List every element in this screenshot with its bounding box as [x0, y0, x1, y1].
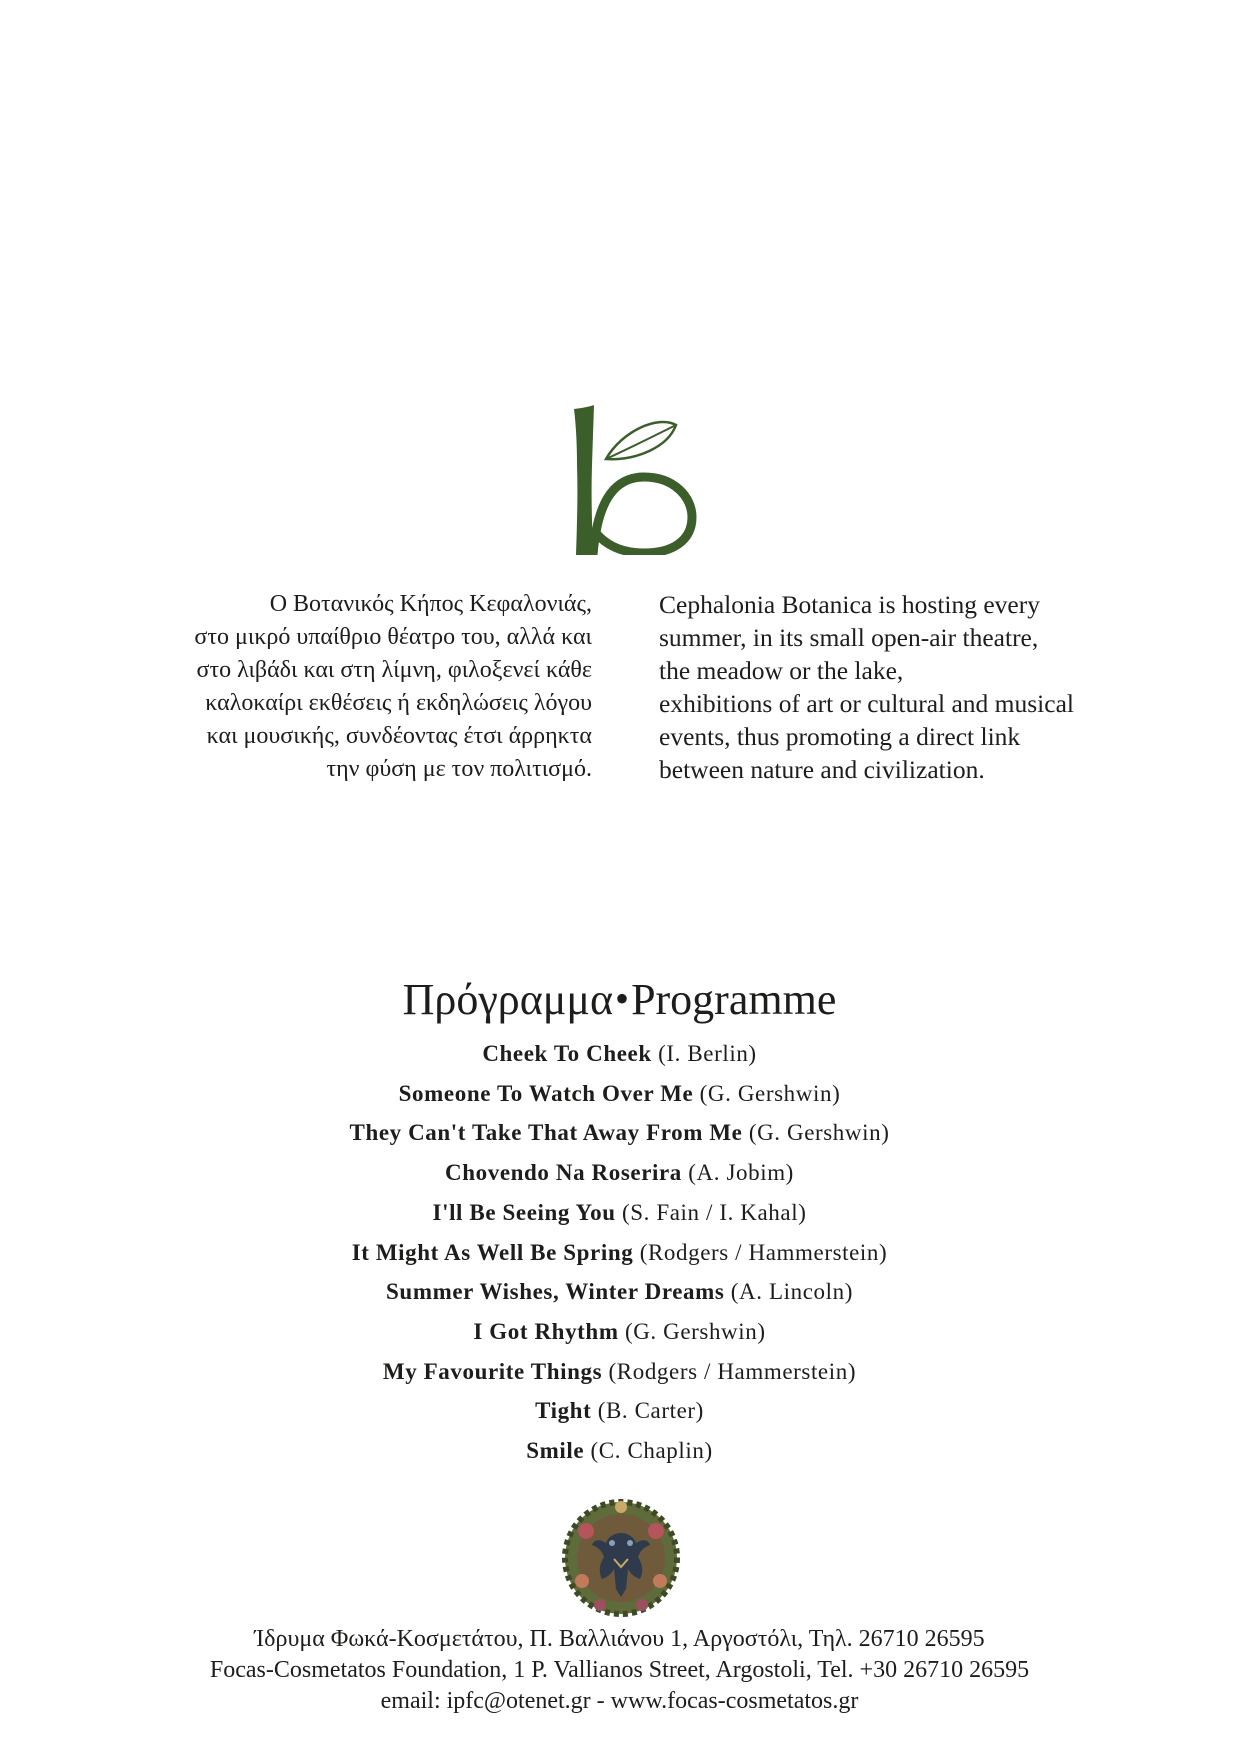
- intro-greek-line: στο λιβάδι και στη λίμνη, φιλοξενεί κάθε: [196, 657, 592, 683]
- intro-english-line: exhibitions of art or cultural and musical: [659, 689, 1074, 718]
- song-title: It Might As Well Be Spring: [351, 1239, 634, 1265]
- programme-item: [0, 1193, 1239, 1233]
- title-separator: •: [615, 976, 630, 1021]
- song-title: Chovendo Na Roserira: [445, 1160, 682, 1186]
- intro-greek-line: Ο Βοτανικός Κήπος Κεφαλονιάς,: [269, 591, 592, 617]
- song-title: They Can't Take That Away From Me: [349, 1120, 743, 1146]
- botanica-logo-icon: [572, 405, 702, 555]
- song-composer: (C. Chaplin): [590, 1438, 713, 1464]
- programme-item: [0, 1352, 1239, 1392]
- song-composer: (G. Gershwin): [748, 1120, 890, 1146]
- intro-greek: [100, 588, 592, 786]
- footer-contact: email: ipfc@otenet.gr - www.focas-cosmetatos.gr: [380, 1688, 859, 1714]
- song-composer: (S. Fain / I. Kahal): [622, 1199, 807, 1225]
- footer-address-greek: Ίδρυμα Φωκά-Κοσμετάτου, Π. Βαλλιάνου 1, Αργοστόλι, Τηλ. 26710 26595: [254, 1626, 985, 1652]
- programme-item: [0, 1431, 1239, 1471]
- intro-greek-line: καλοκαίρι εκθέσεις ή εκδηλώσεις λόγου: [205, 690, 592, 716]
- footer-address-english: Focas-Cosmetatos Foundation, 1 P. Vallianos Street, Argostoli, Tel. +30 26710 26595: [209, 1657, 1030, 1683]
- botanica-logo-svg: [572, 405, 702, 555]
- programme-item: [0, 1113, 1239, 1153]
- song-title: Summer Wishes, Winter Dreams: [386, 1279, 725, 1305]
- intro-english-line: between nature and civilization.: [659, 755, 985, 784]
- intro-english-line: events, thus promoting a direct link: [659, 722, 1021, 751]
- programme-title-english: Programme: [631, 975, 837, 1024]
- programme-item: [0, 1391, 1239, 1431]
- programme-item: [0, 1074, 1239, 1114]
- footer: [0, 1624, 1239, 1717]
- intro-greek-line: και μουσικής, συνδέοντας έτσι άρρηκτα: [206, 723, 592, 749]
- song-title: Tight: [535, 1398, 592, 1424]
- programme-title-greek: Πρόγραμμα: [402, 975, 614, 1024]
- song-title: Cheek To Cheek: [482, 1041, 652, 1066]
- intro-english-line: the meadow or the lake,: [659, 656, 904, 685]
- programme-item: [0, 1153, 1239, 1193]
- song-title: Someone To Watch Over Me: [398, 1080, 694, 1106]
- song-composer: (G. Gershwin): [624, 1318, 766, 1344]
- intro-english-line: summer, in its small open-air theatre,: [659, 623, 1039, 652]
- song-composer: (Rodgers / Hammerstein): [608, 1358, 857, 1384]
- song-composer: (B. Carter): [597, 1398, 704, 1424]
- song-composer: (G. Gershwin): [699, 1080, 841, 1106]
- foundation-emblem-icon: [556, 1493, 686, 1623]
- song-composer: (A. Lincoln): [730, 1279, 853, 1305]
- programme-item: [0, 1272, 1239, 1312]
- programme-list: [0, 1034, 1239, 1471]
- intro-english-line: Cephalonia Botanica is hosting every: [659, 590, 1040, 619]
- song-title: I'll Be Seeing You: [432, 1199, 616, 1225]
- emblem-svg: [556, 1493, 686, 1623]
- song-composer: (I. Berlin): [658, 1041, 757, 1066]
- intro-greek-line: την φύση με τον πολιτισμό.: [326, 756, 592, 782]
- intro-english: [659, 588, 1199, 786]
- song-title: Smile: [526, 1438, 585, 1464]
- programme-item: [0, 1233, 1239, 1273]
- programme-item: [0, 1312, 1239, 1352]
- intro-greek-line: στο μικρό υπαίθριο θέατρο του, αλλά και: [194, 624, 592, 650]
- song-composer: (Rodgers / Hammerstein): [639, 1239, 888, 1265]
- programme-item: [0, 1034, 1239, 1074]
- song-title: My Favourite Things: [382, 1358, 603, 1384]
- song-composer: (A. Jobim): [688, 1160, 794, 1186]
- programme-title: [0, 972, 1239, 1029]
- song-title: I Got Rhythm: [473, 1318, 619, 1344]
